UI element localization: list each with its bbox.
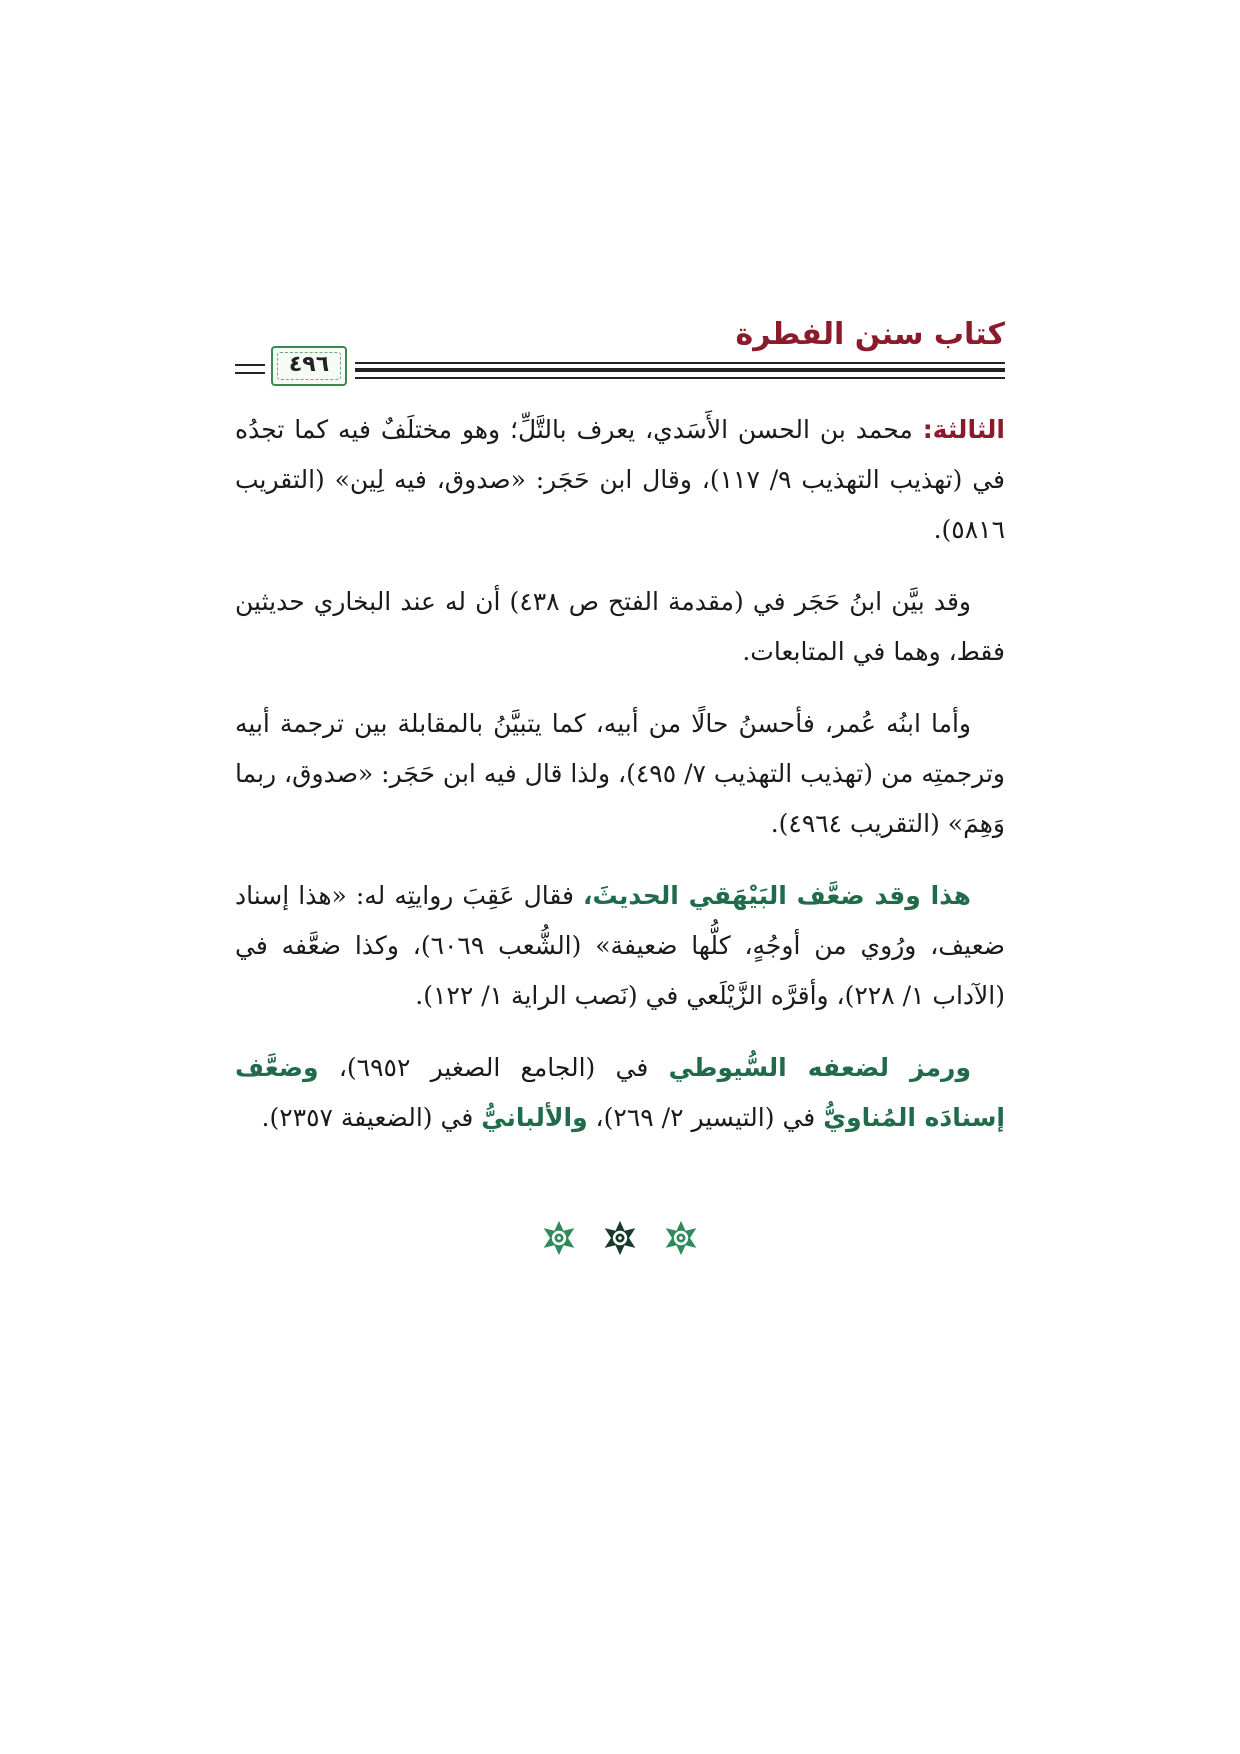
paragraph-lead: هذا وقد ضعَّف البَيْهَقي الحديثَ، (583, 881, 971, 910)
paragraph-lead: الثالثة: (922, 415, 1005, 444)
paragraph (235, 871, 1005, 1021)
page-number-frame (271, 346, 347, 386)
page-body (235, 405, 1005, 1165)
paragraph-text: في (الضعيفة ٢٣٥٧). (261, 1103, 482, 1132)
header-rule (355, 377, 1005, 379)
paragraph-lead: والألبانيُّ (481, 1103, 588, 1132)
paragraph-lead: ورمز لضعفه السُّيوطي (668, 1053, 971, 1082)
flower-ornament-icon (602, 1220, 638, 1256)
section-ornaments (0, 1220, 1240, 1256)
header-rule-thick (355, 368, 1005, 372)
paragraph-text: في (الجامع الصغير ٦٩٥٢)، (318, 1053, 669, 1082)
paragraph-text: في (التيسير ٢/ ٢٦٩)، (587, 1103, 824, 1132)
flower-ornament-icon (663, 1220, 699, 1256)
paragraph-text: وقد بيَّن ابنُ حَجَر في (مقدمة الفتح ص ٤٣٨) أن له عند البخاري حديثين فقط، وهما في المتابعات. (235, 587, 1005, 666)
flower-ornament-icon (541, 1220, 577, 1256)
paragraph (235, 1043, 1005, 1143)
paragraph (235, 405, 1005, 555)
book-title: كتاب سنن الفطرة (735, 317, 1005, 352)
page-number: ٤٩٦ (288, 352, 330, 377)
page-header (235, 318, 1005, 386)
paragraph (235, 577, 1005, 677)
paragraph-text: محمد بن الحسن الأَسَدي، يعرف بالتَّلِّ؛ وهو مختلَفٌ فيه كما تجدُه في (تهذيب التهذيب ٩/ ١١٧)، وقال ابن حَجَر: «صدوق، فيه لِين» (التقريب ٥٨١٦). (235, 415, 1006, 544)
header-rule-short (235, 372, 265, 374)
header-rule-short (235, 364, 265, 366)
paragraph-text: فقال عَقِبَ روايتِه له: «هذا إسناد ضعيف، ورُوي من أوجُهٍ، كلُّها ضعيفة» (الشُّعب ٦٠٦٩)، وكذا ضعَّفه في (الآداب ١/ ٢٢٨)، وأقرَّه الزَّيْلَعي في (نَصب الراية ١/ ١٢٢). (235, 881, 1005, 1010)
paragraph (235, 699, 1005, 849)
paragraph-text: وأما ابنُه عُمر، فأحسنُ حالًا من أبيه، كما يتبيَّنُ بالمقابلة بين ترجمة أبيه وترجمتِه من (تهذيب التهذيب ٧/ ٤٩٥)، ولذا قال فيه ابن حَجَر: «صدوق، ربما وَهِمَ» (التقريب ٤٩٦٤). (235, 709, 1005, 838)
header-rule (355, 362, 1005, 364)
paragraph-lead: وضعَّف إسنادَه المُناويُّ (235, 1053, 1005, 1132)
